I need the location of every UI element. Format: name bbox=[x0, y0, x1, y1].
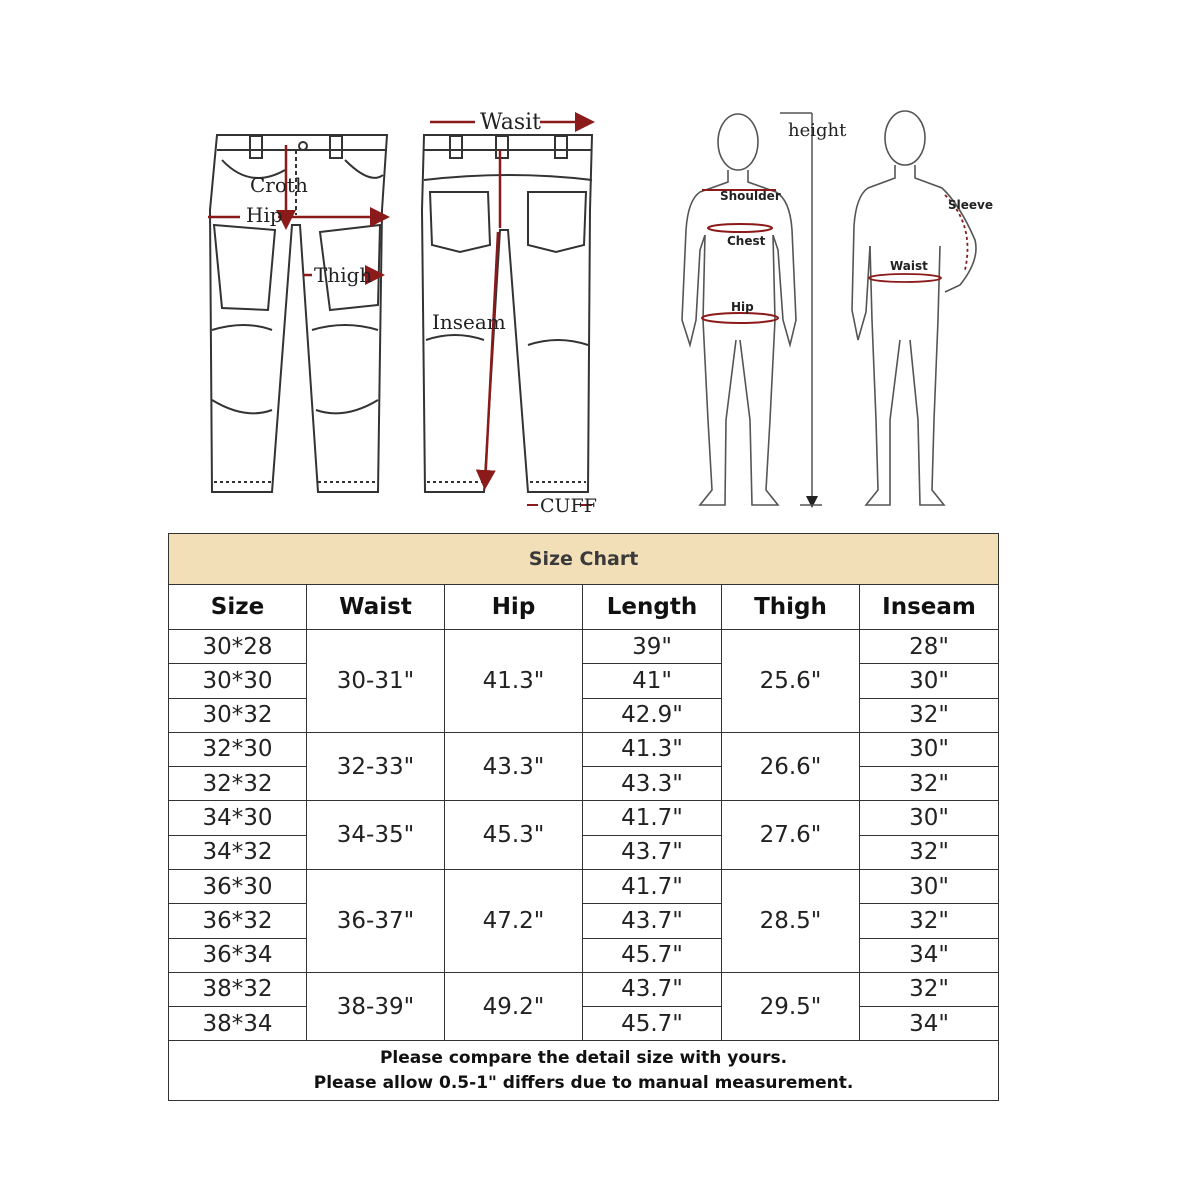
table-row bbox=[169, 698, 999, 732]
body-back-drawing bbox=[852, 111, 976, 505]
measurement-illustration bbox=[0, 0, 1200, 530]
col-header-hip: Hip bbox=[445, 585, 583, 630]
label-inseam: Inseam bbox=[432, 310, 506, 334]
length-cell: 43.7" bbox=[583, 835, 722, 869]
inseam-cell: 30" bbox=[860, 664, 999, 698]
size-chart-table bbox=[168, 533, 999, 1101]
thigh-cell: 26.6" bbox=[722, 732, 860, 801]
thigh-cell: 28.5" bbox=[722, 869, 860, 972]
label-waist-body: Waist bbox=[890, 259, 928, 273]
table-row bbox=[169, 972, 999, 1006]
label-sleeve: Sleeve bbox=[948, 198, 993, 212]
size-cell: 38*32 bbox=[169, 972, 307, 1006]
col-header-thigh: Thigh bbox=[722, 585, 860, 630]
thigh-cell: 27.6" bbox=[722, 801, 860, 870]
length-cell: 41" bbox=[583, 664, 722, 698]
length-cell: 45.7" bbox=[583, 1007, 722, 1041]
length-cell: 43.7" bbox=[583, 904, 722, 938]
table-row bbox=[169, 732, 999, 766]
waist-cell: 32-33" bbox=[307, 732, 445, 801]
size-cell: 34*32 bbox=[169, 835, 307, 869]
inseam-cell: 32" bbox=[860, 835, 999, 869]
label-hip: Hip bbox=[246, 203, 283, 227]
label-crotch: Croth bbox=[250, 173, 308, 197]
size-cell: 36*30 bbox=[169, 869, 307, 903]
waist-cell: 34-35" bbox=[307, 801, 445, 870]
size-cell: 30*30 bbox=[169, 664, 307, 698]
waist-cell: 38-39" bbox=[307, 972, 445, 1041]
table-row bbox=[169, 904, 999, 938]
length-cell: 39" bbox=[583, 630, 722, 664]
hip-cell: 45.3" bbox=[445, 801, 583, 870]
col-header-inseam: Inseam bbox=[860, 585, 999, 630]
label-thigh: Thigh bbox=[314, 263, 373, 287]
table-row bbox=[169, 835, 999, 869]
length-cell: 43.7" bbox=[583, 972, 722, 1006]
label-chest: Chest bbox=[727, 234, 766, 248]
size-cell: 30*28 bbox=[169, 630, 307, 664]
thigh-cell: 25.6" bbox=[722, 630, 860, 733]
table-row bbox=[169, 664, 999, 698]
inseam-cell: 34" bbox=[860, 1007, 999, 1041]
inseam-cell: 28" bbox=[860, 630, 999, 664]
hip-cell: 41.3" bbox=[445, 630, 583, 733]
size-cell: 38*34 bbox=[169, 1007, 307, 1041]
col-header-waist: Waist bbox=[307, 585, 445, 630]
length-cell: 41.7" bbox=[583, 801, 722, 835]
size-cell: 34*30 bbox=[169, 801, 307, 835]
size-cell: 32*30 bbox=[169, 732, 307, 766]
note-line-2: Please allow 0.5-1" differs due to manual measurement. bbox=[313, 1072, 854, 1093]
inseam-cell: 32" bbox=[860, 767, 999, 801]
label-cuff: CUFF bbox=[540, 495, 597, 517]
size-chart-title: Size Chart bbox=[169, 534, 999, 585]
hip-cell: 47.2" bbox=[445, 869, 583, 972]
inseam-cell: 32" bbox=[860, 972, 999, 1006]
height-measure bbox=[780, 113, 822, 505]
inseam-cell: 30" bbox=[860, 801, 999, 835]
inseam-cell: 30" bbox=[860, 869, 999, 903]
header-row bbox=[169, 585, 999, 630]
inseam-cell: 34" bbox=[860, 938, 999, 972]
hip-cell: 49.2" bbox=[445, 972, 583, 1041]
col-header-size: Size bbox=[169, 585, 307, 630]
length-cell: 45.7" bbox=[583, 938, 722, 972]
table-row bbox=[169, 1007, 999, 1041]
waist-cell: 36-37" bbox=[307, 869, 445, 972]
label-height: height bbox=[788, 120, 847, 141]
table-row bbox=[169, 869, 999, 903]
length-cell: 43.3" bbox=[583, 767, 722, 801]
thigh-cell: 29.5" bbox=[722, 972, 860, 1041]
inseam-cell: 32" bbox=[860, 698, 999, 732]
size-cell: 30*32 bbox=[169, 698, 307, 732]
col-header-length: Length bbox=[583, 585, 722, 630]
table-row bbox=[169, 767, 999, 801]
table-row bbox=[169, 801, 999, 835]
length-cell: 42.9" bbox=[583, 698, 722, 732]
length-cell: 41.3" bbox=[583, 732, 722, 766]
note-line-1: Please compare the detail size with yours. bbox=[379, 1047, 788, 1068]
waist-cell: 30-31" bbox=[307, 630, 445, 733]
label-hip-body: Hip bbox=[731, 300, 754, 314]
size-cell: 32*32 bbox=[169, 767, 307, 801]
inseam-cell: 30" bbox=[860, 732, 999, 766]
inseam-cell: 32" bbox=[860, 904, 999, 938]
size-cell: 36*32 bbox=[169, 904, 307, 938]
hip-cell: 43.3" bbox=[445, 732, 583, 801]
length-cell: 41.7" bbox=[583, 869, 722, 903]
label-shoulder: Shoulder bbox=[720, 189, 781, 203]
table-row bbox=[169, 630, 999, 664]
size-cell: 36*34 bbox=[169, 938, 307, 972]
measurement-note bbox=[169, 1041, 999, 1101]
table-row bbox=[169, 938, 999, 972]
label-waist-pants: Wasit bbox=[480, 110, 541, 135]
